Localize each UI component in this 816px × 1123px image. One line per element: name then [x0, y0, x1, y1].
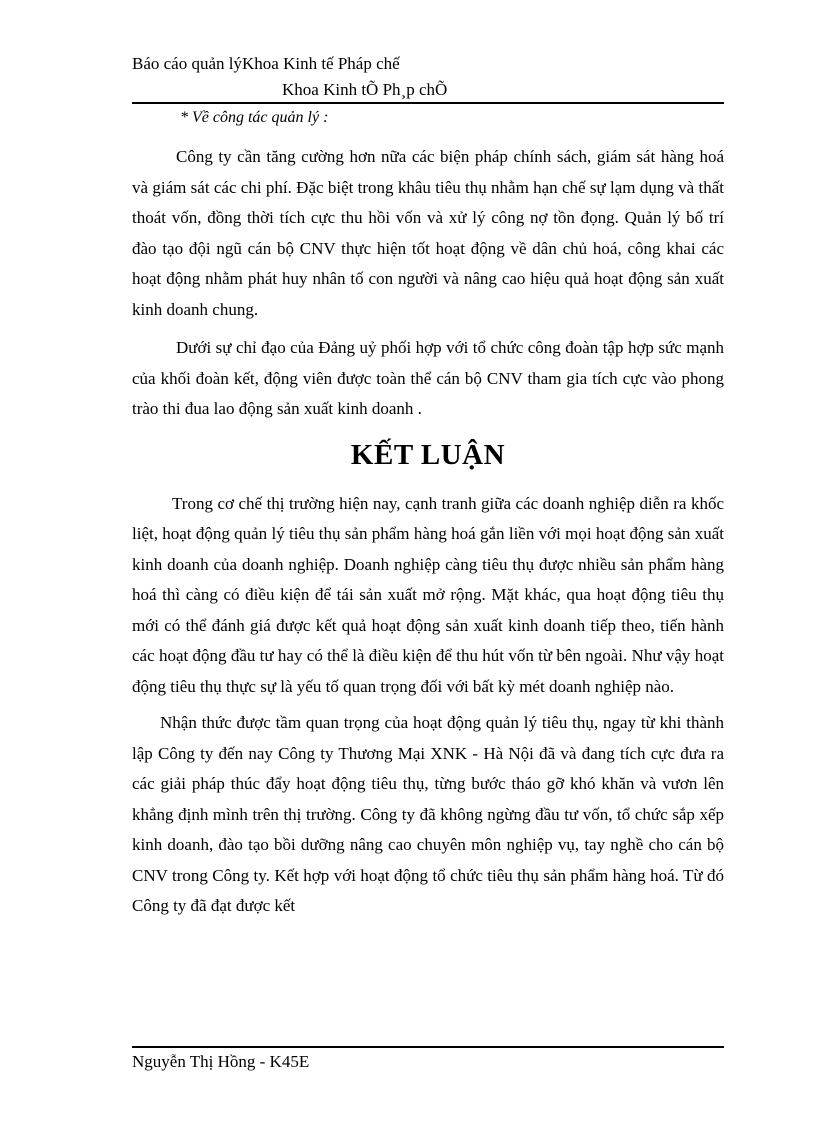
section-note: * Về công tác quản lý : [180, 109, 329, 126]
footer-divider [132, 1046, 724, 1048]
page-header [132, 54, 724, 106]
header-title: Báo cáo quản lýKhoa Kinh tế Pháp chế [132, 54, 400, 73]
paragraph-management: Công ty cần tăng cường hơn nữa các biện pháp chính sách, giám sát hàng hoá và giám sát các chi phí. Đặc biệt trong khâu tiêu thụ nhằm hạn chế sự lạm dụng và thất thoát vốn, đồng thời tích cực thu hồi vốn và xử lý công nợ tồn đọng. Quản lý bố trí đào tạo đội ngũ cán bộ CNV thực hiện tốt hoạt động về dân chủ hoá, công khai các hoạt động nhằm phát huy nhân tố con người và nâng cao hiệu quả hoạt động sản xuất kinh doanh chung. [132, 147, 724, 319]
header-subtitle: Khoa Kinh tÕ Ph¸p chÕ [282, 80, 448, 99]
footer-author: Nguyễn Thị Hồng - K45E [132, 1052, 310, 1071]
conclusion-heading: KẾT LUẬN [350, 438, 506, 471]
paragraph-party-union: Dưới sự chỉ đạo của Đảng uỷ phối hợp với tổ chức công đoàn tập hợp sức mạnh của khối đoàn kết, động viên được toàn thể cán bộ CNV tham gia tích cực vào phong trào thi đua lao động sản xuất kinh doanh . [132, 338, 724, 418]
paragraph-market-mechanism: Trong cơ chế thị trường hiện nay, cạnh tranh giữa các doanh nghiệp diễn ra khốc liệt, hoạt động quản lý tiêu thụ sản phẩm hàng hoá gắn liền với mọi hoạt động sản xuất kinh doanh của doanh nghiệp. Doanh nghiệp càng tiêu thụ được nhiều sản phẩm hàng hoá thì càng có điều kiện để tái sản xuất mở rộng. Mặt khác, qua hoạt động tiêu thụ mới có thể đánh giá được kết quả hoạt động sản xuất kinh doanh tiếp theo, tiến hành các hoạt động đầu tư hay có thể là điều kiện để thu hút vốn từ bên ngoài. Như vậy hoạt động tiêu thụ thực sự là yếu tố quan trọng đối với bất kỳ mét doanh nghiệp nào. [132, 493, 724, 696]
paragraph-awareness: Nhận thức được tầm quan trọng của hoạt động quản lý tiêu thụ, ngay từ khi thành lập Công ty đến nay Công ty Thương Mại XNK - Hà Nội đã và đang tích cực đưa ra các giải pháp thúc đẩy hoạt động tiêu thụ, từng bước tháo gỡ khó khăn và vươn lên khẳng định mình trên thị trường. Công ty đã không ngừng đầu tư vốn, tổ chức sắp xếp kinh doanh, đào tạo bồi dưỡng nâng cao chuyên môn nghiệp vụ, tay nghề cho cán bộ CNV trong Công ty. Kết hợp với hoạt động tổ chức tiêu thụ sản phẩm hàng hoá. Từ đó Công ty đã đạt được kết [132, 713, 724, 915]
document-body [132, 104, 724, 922]
